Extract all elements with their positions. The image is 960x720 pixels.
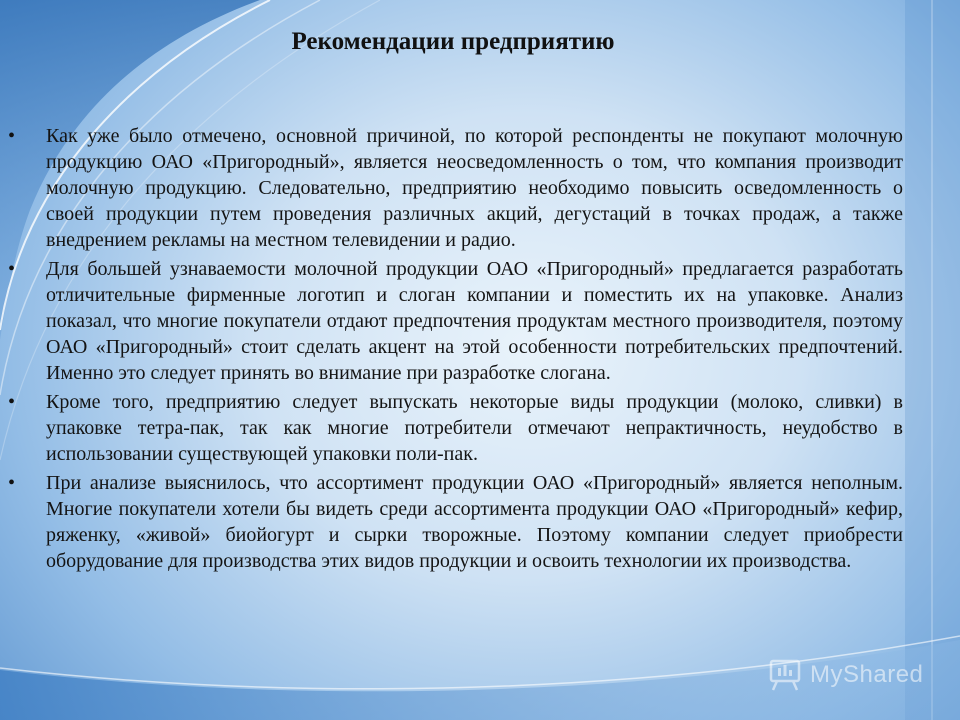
watermark-text: MyShared bbox=[810, 661, 924, 688]
bullet-text: При анализе выяснилось, что ассортимент продукции ОАО «Пригородный» является неполным. Многие покупатели хотели бы видеть среди ассортимента продукции ОАО «Пригородный» кефир, ряженку, «живой» биойогурт и сырки творожные. Поэтому компании следует приобрести оборудование для производства этих видов продукции и освоить технологии их производства. bbox=[46, 472, 903, 572]
bullet-marker: • bbox=[8, 472, 16, 494]
list-item bbox=[8, 470, 903, 574]
bullet-marker: • bbox=[8, 258, 16, 280]
bullet-text: Для большей узнаваемости молочной продукции ОАО «Пригородный» предлагается разработать отличительные фирменные логотип и слоган компании и поместить их на упаковке. Анализ показал, что многие покупатели отдают предпочтения продуктам местного производителя, поэтому ОАО «Пригородный» стоит сделать акцент на этой особенности потребительских предпочтений. Именно это следует принять во внимание при разработке слогана. bbox=[46, 258, 903, 384]
bullet-text: Кроме того, предприятию следует выпускать некоторые виды продукции (молоко, сливки) в упаковке тетра-пак, так как многие потребители отмечают непрактичность, неудобство в использовании существующей упаковки поли-пак. bbox=[46, 391, 903, 465]
list-item bbox=[8, 123, 903, 253]
list-item bbox=[8, 389, 903, 467]
slide-title: Рекомендации предприятию bbox=[291, 28, 615, 55]
list-item bbox=[8, 256, 903, 386]
bullet-marker: • bbox=[8, 125, 16, 147]
watermark bbox=[768, 655, 923, 695]
presentation-board-icon bbox=[768, 658, 802, 692]
bullet-text: Как уже было отмечено, основной причиной, по которой респонденты не покупают молочную продукцию ОАО «Пригородный», является неосведомленность о том, что компания производит молочную продукцию. Следовательно, предприятию необходимо повысить осведомленность о своей продукции путем проведения различных акций, дегустаций в точках продаж, а также внедрением рекламы на местном телевидении и радио. bbox=[46, 125, 903, 251]
bullet-list bbox=[8, 123, 903, 577]
bullet-marker: • bbox=[8, 391, 16, 413]
